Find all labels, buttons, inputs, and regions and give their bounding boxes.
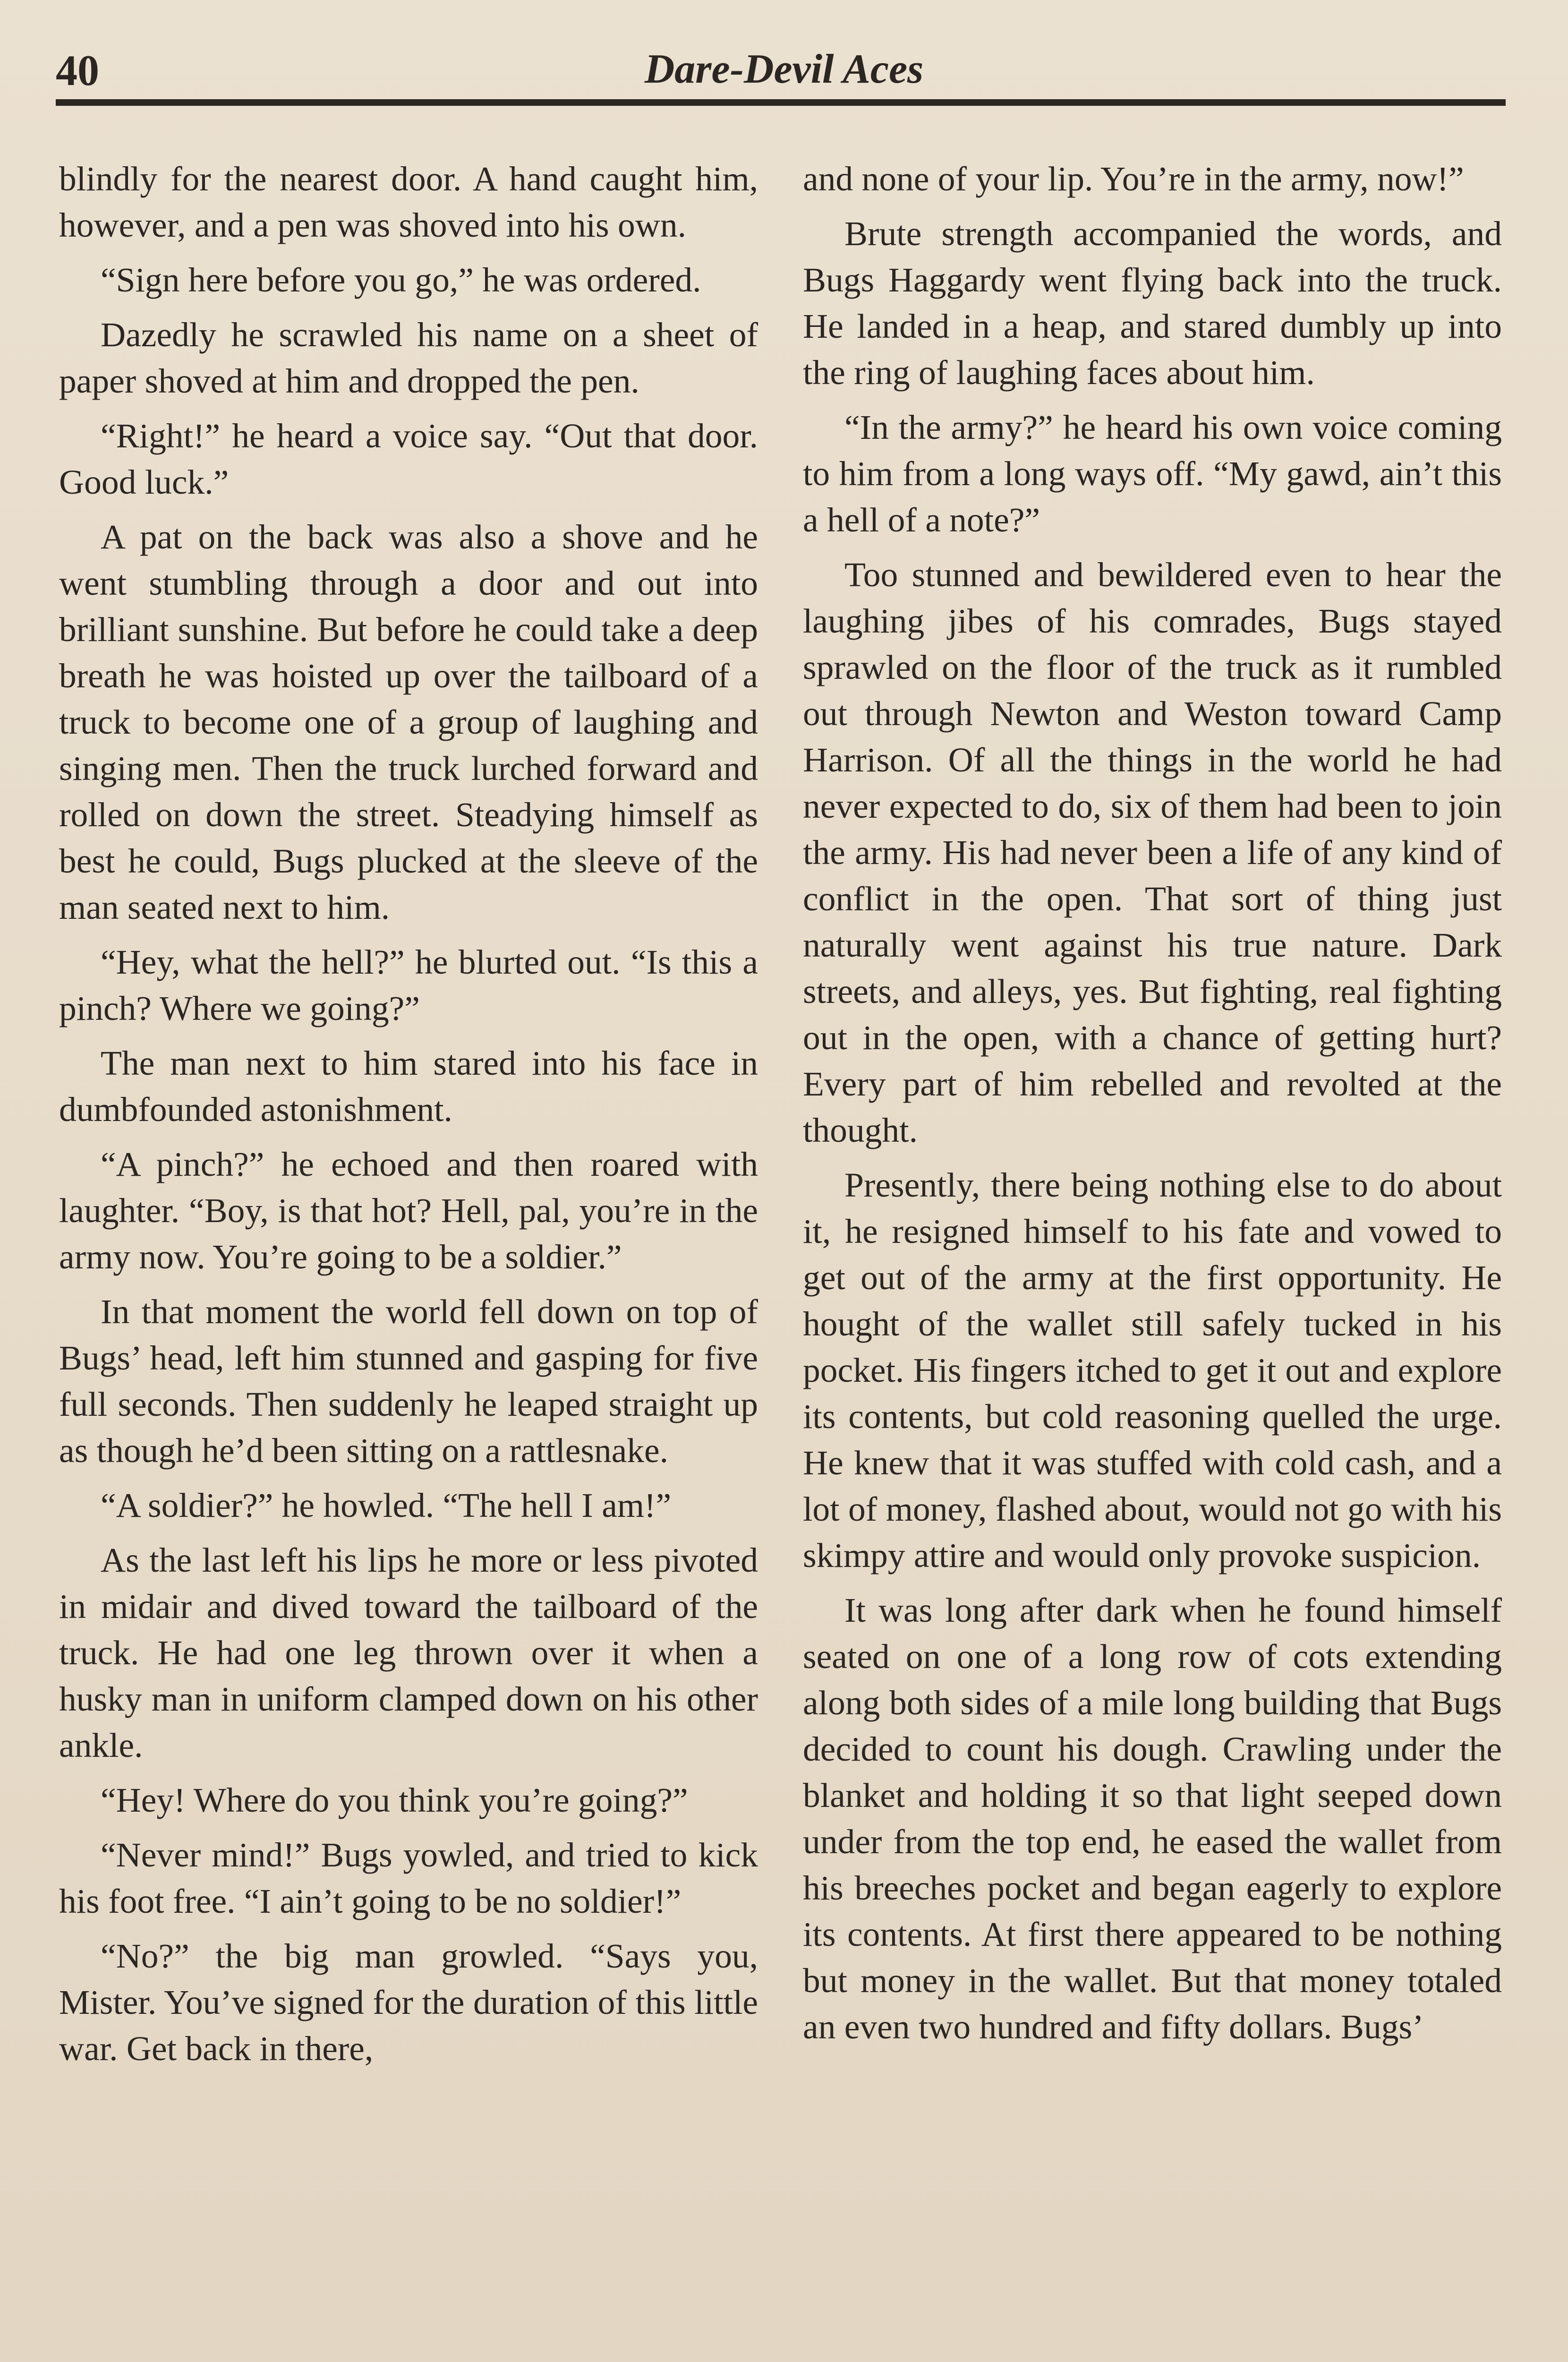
paragraph: “In the army?” he heard his own voice coming to him from a long ways off. “My gawd, ain’t this a hell of a note?”: [803, 408, 1502, 539]
magazine-title: Dare-Devil Aces: [644, 46, 924, 92]
right-column: [803, 156, 1502, 2362]
paragraph: Brute strength accompanied the words, and Bugs Haggardy went flying back into the truck. He landed in a heap, and stared dumbly up into the ring of laughing faces about him.: [803, 214, 1502, 392]
paragraph: As the last left his lips he more or less pivoted in midair and dived toward the tailboard of the truck. He had one leg thrown over it when a husky man in uniform clamped down on his other ankle.: [59, 1541, 758, 1764]
paragraph: “Right!” he heard a voice say. “Out that door. Good luck.”: [59, 417, 758, 501]
paragraph: blindly for the nearest door. A hand caught him, however, and a pen was shoved into his own.: [59, 160, 758, 244]
paragraph: “Never mind!” Bugs yowled, and tried to kick his foot free. “I ain’t going to be no soldier!”: [59, 1836, 758, 1920]
paragraph: It was long after dark when he found himself seated on one of a long row of cots extending along both sides of a mile long building that Bugs decided to count his dough. Crawling under the blanket and holding it so that light seeped down under from the top end, he eased the wallet from his breeches pocket and began eagerly to explore its contents. At first there appeared to be nothing but money in the wallet. But that money totaled an even two hundred and fifty dollars. Bugs’: [803, 1591, 1502, 2046]
paragraph: In that moment the world fell down on top of Bugs’ head, left him stunned and gasping for five full seconds. Then suddenly he leaped straight up as though he’d been sitting on a rattlesnake.: [59, 1292, 758, 1470]
page-number: 40: [56, 46, 99, 94]
paragraph: Dazedly he scrawled his name on a sheet of paper shoved at him and dropped the pen.: [59, 316, 758, 400]
paragraph: and none of your lip. You’re in the army, now!”: [803, 160, 1464, 198]
header-rule: [56, 99, 1506, 106]
paragraph: “A pinch?” he echoed and then roared with laughter. “Boy, is that hot? Hell, pal, you’re in the army now. You’re going to be a soldier.”: [59, 1145, 758, 1276]
paragraph: A pat on the back was also a shove and he went stumbling through a door and out into brilliant sunshine. But before he could take a deep breath he was hoisted up over the tailboard of a truck to become one of a group of laughing and singing men. Then the truck lurched forward and rolled on down the street. Steadying himself as best he could, Bugs plucked at the sleeve of the man seated next to him.: [59, 518, 758, 926]
paragraph: “Hey! Where do you think you’re going?”: [101, 1781, 688, 1819]
paragraph: Too stunned and bewildered even to hear the laughing jibes of his comrades, Bugs stayed sprawled on the floor of the truck as it rumbled out through Newton and Weston toward Camp Harrison. Of all the things in the world he had never expected to do, six of them had been to join the army. His had never been a life of any kind of conflict in the open. That sort of thing just naturally went against his true nature. Dark streets, and alleys, yes. But fighting, real fighting out in the open, with a chance of getting hurt? Every part of him rebelled and revolted at the thought.: [803, 556, 1502, 1149]
paragraph: Presently, there being nothing else to do about it, he resigned himself to his fate and vowed to get out of the army at the first opportunity. He hought of the wallet still safely tucked in his pocket. His fingers itched to get it out and explore its contents, but cold reasoning quelled the urge. He knew that it was stuffed with cold cash, and a lot of money, flashed about, would not go with his skimpy attire and would only provoke suspicion.: [803, 1166, 1502, 1575]
paragraph: “Hey, what the hell?” he blurted out. “Is this a pinch? Where we going?”: [59, 943, 758, 1027]
paragraph: “A soldier?” he howled. “The hell I am!”: [101, 1486, 672, 1524]
paragraph: “No?” the big man growled. “Says you, Mister. You’ve signed for the duration of this little war. Get back in there,: [59, 1937, 758, 2068]
paragraph: The man next to him stared into his face in dumbfounded astonishment.: [59, 1044, 758, 1129]
paragraph: “Sign here before you go,” he was ordered.: [101, 261, 701, 299]
left-column: [59, 156, 758, 2362]
